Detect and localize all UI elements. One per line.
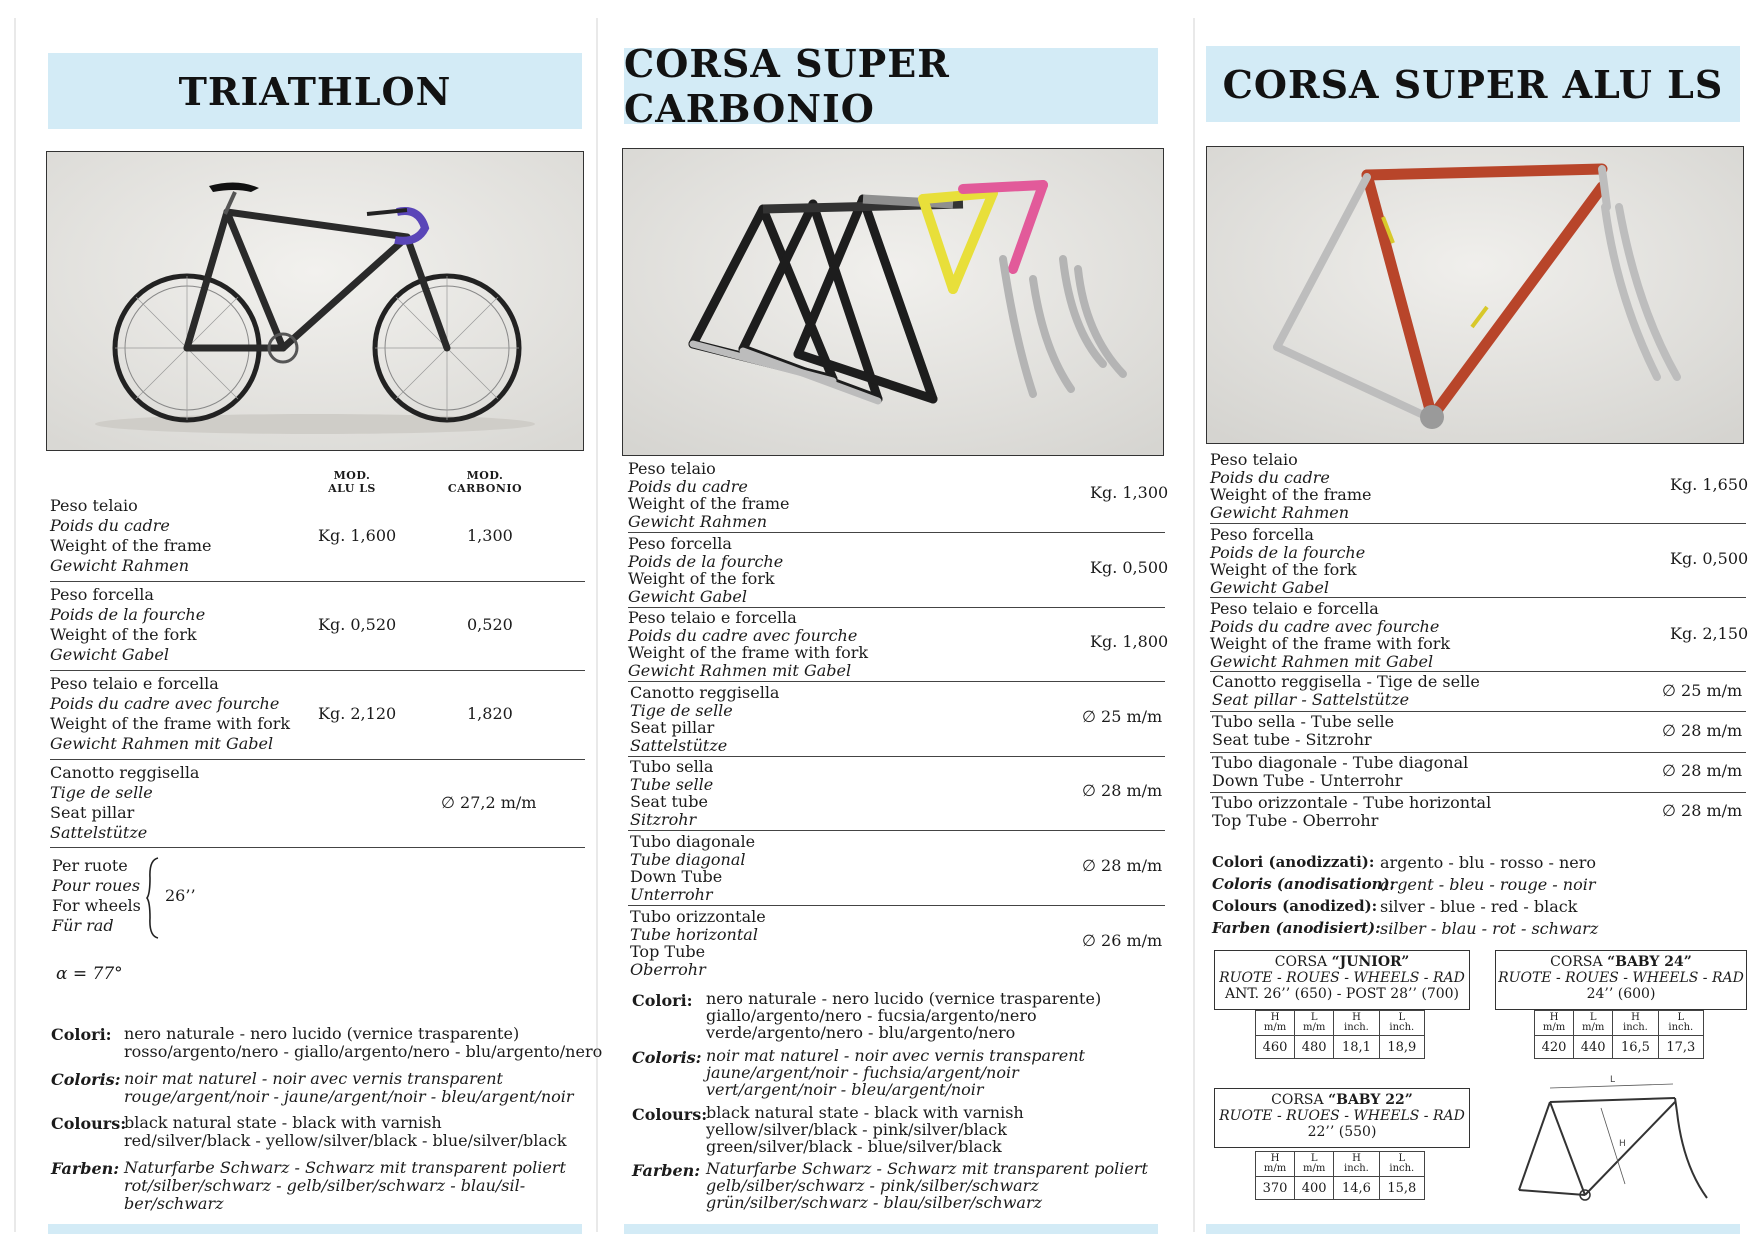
alu-row-seat-pillar: [1212, 673, 1480, 708]
alu-colors-en: silver - blue - red - black: [1380, 897, 1578, 916]
triathlon-colors-en-label: Colours:: [51, 1114, 127, 1133]
row-label-fr: Poids du cadre avec fourche: [50, 694, 280, 713]
col-unit: m/m: [1542, 1022, 1566, 1033]
col-letter: H: [1352, 1153, 1361, 1164]
color-line: giallo/argento/nero - fucsia/argento/nero: [706, 1006, 1037, 1025]
baby24-col-h-mm: [1535, 1011, 1574, 1036]
row-label-en: Weight of the frame with fork: [1210, 634, 1451, 653]
row-label-de: Gewicht Gabel: [1210, 577, 1329, 597]
carbonio-row-seat-pillar: [630, 684, 779, 754]
junior-col-l-mm: [1295, 1011, 1334, 1036]
alu-colors-fr-label: Coloris (anodisation):: [1212, 875, 1396, 893]
row-label-de: Sitzrohr: [630, 809, 697, 829]
baby24-col-l-mm: [1574, 1011, 1613, 1036]
triathlon-header-alu-line1: MOD.: [333, 469, 371, 482]
row-divider: [628, 681, 1165, 682]
junior-ruote: RUOTE - ROUES - WHEELS - RAD: [1219, 970, 1465, 986]
row-divider: [50, 670, 585, 671]
col-letter: H: [1549, 1012, 1559, 1023]
baby22-col-l-mm: [1295, 1152, 1334, 1177]
row-label-de: Gewicht Rahmen mit Gabel: [628, 660, 852, 680]
triathlon-row-seat-pillar: [50, 763, 199, 843]
alu-colors-fr: argent - bleu - rouge - noir: [1380, 875, 1596, 894]
color-line: black natural state - black with varnish: [706, 1103, 1024, 1122]
carbonio-top-tube: ∅ 26 m/m: [1082, 931, 1163, 950]
alu-row-frame-fork-weight: [1210, 600, 1450, 670]
frame-geometry-diagram: [1515, 1070, 1745, 1210]
color-line: red/silver/black - yellow/silver/black - blue/silver/black: [124, 1131, 567, 1150]
row-label-fr: Poids du cadre avec fourche: [1210, 616, 1440, 636]
alu-seat-tube: ∅ 28 m/m: [1662, 721, 1743, 740]
row-divider: [1210, 523, 1746, 524]
row-label-fr: Tube selle: [630, 774, 714, 794]
wheels-brace: [146, 856, 160, 940]
junior-col-h-mm: [1256, 1011, 1295, 1036]
row-label-it: Tubo sella: [630, 757, 714, 776]
col-unit: m/m: [1303, 1022, 1326, 1033]
bottom-bar: [1206, 1224, 1740, 1234]
baby24-value: 420: [1535, 1036, 1574, 1059]
row-label-it: Canotto reggisella: [50, 763, 200, 782]
wheels-label-it: Per ruote: [52, 856, 128, 875]
triathlon-title: TRIATHLON: [48, 53, 582, 129]
carbonio-down-tube: ∅ 28 m/m: [1082, 856, 1163, 875]
baby24-ruote: RUOTE - ROUES - WHEELS - RAD: [1498, 970, 1744, 986]
col-unit: m/m: [1303, 1163, 1326, 1174]
diagram-height-label: H: [1619, 1139, 1626, 1149]
col-unit: m/m: [1263, 1022, 1287, 1033]
row-label-fr: Poids du cadre avec fourche: [628, 625, 858, 645]
baby24-title-prefix: CORSA: [1550, 954, 1603, 970]
col-unit: inch.: [1389, 1163, 1415, 1174]
carbonio-colors-de-label: Farben:: [632, 1161, 701, 1180]
triathlon-seat-pillar-value: ∅ 27,2 m/m: [441, 793, 537, 812]
color-line: ber/schwarz: [124, 1194, 224, 1213]
row-label-it: Peso telaio: [628, 459, 716, 478]
col-letter: L: [1589, 1012, 1597, 1023]
junior-col-l-inch: [1379, 1011, 1424, 1036]
carbonio-frame-fork-weight: Kg. 1,800: [1090, 632, 1169, 651]
row-label-it: Tubo orizzontale - Tube horizontal: [1212, 793, 1492, 812]
triathlon-header-alu: [322, 469, 382, 495]
triathlon-row-frame-fork-weight: [50, 674, 290, 754]
row-label-fr: Poids du cadre: [50, 516, 170, 535]
row-label-it: Tubo diagonale - Tube diagonal: [1212, 753, 1469, 772]
col-unit: inch.: [1668, 1022, 1694, 1033]
row-label-fr: Tige de selle: [50, 783, 153, 802]
bottom-bar: [624, 1224, 1158, 1234]
row-label-fr: Seat pillar - Sattelstütze: [1212, 689, 1410, 709]
carbonio-seat-tube: ∅ 28 m/m: [1082, 781, 1163, 800]
row-label-de: Gewicht Rahmen mit Gabel: [1210, 651, 1434, 671]
row-label-en: Seat pillar: [50, 803, 135, 822]
row-label-en: Top Tube - Oberrohr: [1212, 810, 1379, 830]
row-label-en: Weight of the frame: [628, 494, 790, 513]
triathlon-wheels: [52, 856, 141, 936]
color-line: rot/silber/schwarz - gelb/silber/schwarz - blau/sil-: [124, 1176, 526, 1195]
row-label-en: Weight of the fork: [1210, 560, 1357, 579]
row-divider: [628, 532, 1165, 533]
row-label-en: Weight of the frame with fork: [628, 643, 869, 662]
triathlon-row-fork-weight: [50, 585, 205, 665]
row-label-en: Weight of the frame: [50, 536, 212, 555]
row-label-it: Peso telaio e forcella: [50, 674, 219, 693]
carbonio-colors-fr-label: Coloris:: [632, 1048, 702, 1067]
row-label-en: Down Tube: [630, 867, 723, 886]
row-label-en: Weight of the fork: [50, 625, 197, 644]
color-line: noir mat naturel - noir avec vernis transparent: [706, 1046, 1085, 1065]
junior-title-prefix: CORSA: [1274, 954, 1328, 970]
col-letter: L: [1398, 1153, 1406, 1164]
row-label-it: Peso telaio e forcella: [1210, 599, 1379, 618]
baby24-box: [1495, 950, 1747, 1010]
row-label-en: Weight of the fork: [628, 569, 775, 588]
alu-frame-weight: Kg. 1,650: [1670, 475, 1749, 494]
row-label-de: Gewicht Rahmen: [628, 511, 768, 531]
baby22-value: 370: [1256, 1177, 1295, 1200]
color-line: rouge/argent/noir - jaune/argent/noir - bleu/argent/noir: [124, 1087, 574, 1106]
row-label-fr: Poids de la fourche: [1210, 542, 1366, 562]
baby24-size-table: [1534, 1010, 1704, 1059]
row-label-fr: Poids de la fourche: [50, 605, 206, 624]
triathlon-colors-fr-label: Coloris:: [51, 1070, 121, 1089]
row-label-de: Sattelstütze: [50, 823, 148, 842]
triathlon-frame-weight-alu: Kg. 1,600: [318, 526, 397, 545]
baby22-col-l-inch: [1379, 1152, 1424, 1177]
carbonio-colors-fr: [706, 1047, 1085, 1098]
row-label-en: Seat tube: [630, 792, 708, 811]
triathlon-frame-fork-weight-carbonio: 1,820: [467, 704, 513, 723]
baby22-ruote: RUOTE - RUOES - WHEELS - RAD: [1219, 1108, 1465, 1124]
baby22-title-prefix: CORSA: [1271, 1092, 1324, 1108]
row-label-de: Gewicht Rahmen mit Gabel: [50, 734, 274, 753]
row-label-en: Top Tube: [630, 942, 706, 961]
baby22-value: 15,8: [1379, 1177, 1424, 1200]
carbonio-title: CORSA SUPER CARBONIO: [624, 48, 1158, 124]
row-divider: [628, 905, 1165, 906]
alu-row-seat-tube: [1212, 713, 1394, 748]
carbonio-colors-it-label: Colori:: [632, 991, 693, 1010]
row-label-de: Gewicht Gabel: [50, 645, 169, 664]
baby24-value: 16,5: [1613, 1036, 1658, 1059]
junior-value: 480: [1295, 1036, 1334, 1059]
carbonio-row-frame-fork-weight: [628, 609, 868, 679]
alu-row-top-tube: [1212, 794, 1491, 829]
carbonio-row-top-tube: [630, 908, 766, 978]
triathlon-angle: α = 77°: [56, 964, 123, 984]
baby22-col-h-mm: [1256, 1152, 1295, 1177]
color-line: Naturfarbe Schwarz - Schwarz mit transparent poliert: [124, 1158, 566, 1177]
triathlon-frame-weight-carbonio: 1,300: [467, 526, 513, 545]
row-label-de: Gewicht Gabel: [628, 586, 747, 606]
col-unit: m/m: [1582, 1022, 1605, 1033]
alu-frame-fork-weight: Kg. 2,150: [1670, 624, 1749, 643]
col-letter: H: [1352, 1012, 1361, 1023]
alu-row-down-tube: [1212, 754, 1468, 789]
carbonio-fork-weight: Kg. 0,500: [1090, 558, 1169, 577]
col-letter: L: [1310, 1012, 1318, 1023]
junior-title-name: “JUNIOR”: [1331, 954, 1410, 970]
color-line: noir mat naturel - noir avec vernis transparent: [124, 1069, 503, 1088]
triathlon-bike-photo: [46, 151, 584, 451]
carbonio-seat-pillar: ∅ 25 m/m: [1082, 707, 1163, 726]
row-label-it: Tubo orizzontale: [630, 907, 766, 926]
carbonio-row-fork-weight: [628, 535, 783, 605]
triathlon-header-alu-line2: ALU LS: [328, 482, 376, 495]
alu-fork-weight: Kg. 0,500: [1670, 549, 1749, 568]
alu-top-tube: ∅ 28 m/m: [1662, 801, 1743, 820]
row-label-de: Gewicht Rahmen: [50, 556, 190, 575]
carbonio-frame-photo: [622, 148, 1164, 456]
col-unit: m/m: [1263, 1163, 1287, 1174]
row-divider: [50, 847, 585, 848]
row-label-it: Tubo diagonale: [630, 832, 756, 851]
baby24-value: 17,3: [1658, 1036, 1703, 1059]
row-label-it: Tubo sella - Tube selle: [1212, 712, 1395, 731]
triathlon-header-carbonio-line1: MOD.: [466, 469, 504, 482]
alu-frame-photo: [1206, 146, 1744, 444]
carbonio-colors-en-label: Colours:: [632, 1105, 708, 1124]
alu-colors-it: argento - blu - rosso - nero: [1380, 853, 1597, 872]
triathlon-colors-it: [124, 1025, 602, 1061]
col-unit: inch.: [1344, 1163, 1369, 1174]
color-line: black natural state - black with varnish: [124, 1113, 442, 1132]
carbonio-frame-weight: Kg. 1,300: [1090, 483, 1169, 502]
triathlon-fork-weight-carbonio: 0,520: [467, 615, 513, 634]
col-letter: L: [1310, 1153, 1318, 1164]
color-line: verde/argento/nero - blu/argento/nero: [706, 1023, 1016, 1042]
color-line: jaune/argent/noir - fuchsia/argent/noir: [706, 1063, 1019, 1082]
triathlon-wheels-value: 26’’: [165, 886, 196, 905]
alu-row-frame-weight: [1210, 451, 1371, 521]
triathlon-fork-weight-alu: Kg. 0,520: [318, 615, 397, 634]
row-label-fr: Tige de selle: [630, 700, 733, 720]
baby22-col-h-inch: [1334, 1152, 1379, 1177]
row-label-fr: Poids de la fourche: [628, 551, 784, 571]
row-label-fr: Tube diagonal: [630, 849, 746, 869]
alu-colors-de: silber - blau - rot - schwarz: [1380, 919, 1599, 938]
alu-colors-it-label: Colori (anodizzati):: [1212, 853, 1375, 871]
color-line: nero naturale - nero lucido (vernice trasparente): [706, 989, 1102, 1008]
wheels-label-en: For wheels: [52, 896, 141, 915]
junior-size-table: [1255, 1010, 1425, 1059]
bottom-bar: [48, 1224, 582, 1234]
alu-colors-en-label: Colours (anodized):: [1212, 897, 1378, 915]
row-label-de: Unterrohr: [630, 884, 713, 904]
baby22-size-table: [1255, 1151, 1425, 1200]
alu-title: CORSA SUPER ALU LS: [1206, 46, 1740, 122]
alu-colors-de-label: Farben (anodisiert):: [1212, 919, 1381, 937]
alu-row-fork-weight: [1210, 526, 1365, 596]
row-divider: [50, 759, 585, 760]
triathlon-colors-de: [124, 1159, 566, 1213]
baby22-box: [1214, 1088, 1470, 1148]
carbonio-row-seat-tube: [630, 758, 713, 828]
row-label-it: Peso forcella: [50, 585, 154, 604]
baby22-value: 400: [1295, 1177, 1334, 1200]
junior-value: 18,1: [1334, 1036, 1379, 1059]
junior-box: [1214, 950, 1470, 1010]
row-label-en: Seat pillar: [630, 718, 715, 737]
row-label-fr: Poids du cadre: [1210, 467, 1330, 487]
row-label-it: Peso telaio e forcella: [628, 608, 797, 627]
triathlon-header-carbonio-line2: CARBONIO: [447, 482, 523, 495]
triathlon-colors-en: [124, 1114, 567, 1150]
col-letter: H: [1631, 1012, 1640, 1023]
junior-value: 460: [1256, 1036, 1295, 1059]
row-label-en: Seat tube - Sitzrohr: [1212, 729, 1372, 749]
wheels-label-fr: Pour roues: [52, 876, 141, 895]
triathlon-frame-fork-weight-alu: Kg. 2,120: [318, 704, 397, 723]
row-divider: [1210, 597, 1746, 598]
row-label-de: Gewicht Rahmen: [1210, 502, 1350, 522]
col-letter: H: [1270, 1012, 1280, 1023]
triathlon-row-frame-weight: [50, 496, 211, 576]
baby22-value: 14,6: [1334, 1177, 1379, 1200]
row-label-it: Peso telaio: [1210, 450, 1298, 469]
triathlon-colors-de-label: Farben:: [51, 1159, 120, 1178]
row-label-de: Oberrohr: [630, 959, 706, 979]
junior-col-h-inch: [1334, 1011, 1379, 1036]
row-divider: [50, 581, 585, 582]
row-label-en: Weight of the frame with fork: [50, 714, 291, 733]
row-label-fr: Tube horizontal: [630, 924, 758, 944]
triathlon-colors-it-label: Colori:: [51, 1025, 112, 1044]
alu-seat-pillar: ∅ 25 m/m: [1662, 681, 1743, 700]
col-unit: inch.: [1389, 1022, 1415, 1033]
row-label-it: Peso telaio: [50, 496, 138, 515]
color-line: grün/silber/schwarz - blau/silber/schwarz: [706, 1193, 1043, 1212]
col-letter: H: [1270, 1153, 1280, 1164]
color-line: green/silver/black - blue/silver/black: [706, 1137, 1002, 1156]
baby24-title-name: “BABY 24”: [1607, 954, 1692, 970]
baby24-value: 440: [1574, 1036, 1613, 1059]
row-label-en: Down Tube - Unterrohr: [1212, 770, 1403, 790]
row-label-en: Weight of the frame: [1210, 485, 1372, 504]
triathlon-colors-fr: [124, 1070, 574, 1106]
col-unit: inch.: [1623, 1022, 1648, 1033]
junior-sizes: ANT. 26’’ (650) - POST 28’’ (700): [1224, 986, 1460, 1002]
col-letter: L: [1677, 1012, 1685, 1023]
col-letter: L: [1398, 1012, 1406, 1023]
carbonio-colors-it: [706, 990, 1101, 1041]
carbonio-row-frame-weight: [628, 460, 789, 530]
row-label-it: Peso forcella: [628, 534, 732, 553]
diagram-length-label: L: [1610, 1075, 1616, 1085]
row-label-it: Peso forcella: [1210, 525, 1314, 544]
baby24-col-h-inch: [1613, 1011, 1658, 1036]
col-unit: inch.: [1344, 1022, 1369, 1033]
color-line: gelb/silber/schwarz - pink/silber/schwarz: [706, 1176, 1039, 1195]
row-divider: [628, 830, 1165, 831]
baby22-title-name: “BABY 22”: [1328, 1092, 1413, 1108]
color-line: vert/argent/noir - bleu/argent/noir: [706, 1080, 984, 1099]
junior-value: 18,9: [1379, 1036, 1424, 1059]
baby24-sizes: 24’’ (600): [1586, 986, 1656, 1002]
alu-down-tube: ∅ 28 m/m: [1662, 761, 1743, 780]
carbonio-row-down-tube: [630, 833, 755, 903]
baby24-col-l-inch: [1658, 1011, 1703, 1036]
row-label-it: Canotto reggisella: [630, 683, 780, 702]
row-label-it: Canotto reggisella - Tige de selle: [1212, 672, 1480, 691]
color-line: yellow/silver/black - pink/silver/black: [706, 1120, 1007, 1139]
carbonio-colors-de: [706, 1160, 1148, 1211]
color-line: Naturfarbe Schwarz - Schwarz mit transparent poliert: [706, 1159, 1148, 1178]
color-line: nero naturale - nero lucido (vernice trasparente): [124, 1024, 520, 1043]
color-line: rosso/argento/nero - giallo/argento/nero - blu/argento/nero: [124, 1042, 603, 1061]
carbonio-colors-en: [706, 1104, 1024, 1155]
baby22-sizes: 22’’ (550): [1307, 1124, 1377, 1140]
row-label-de: Sattelstütze: [630, 735, 728, 755]
wheels-label-de: Für rad: [52, 916, 114, 935]
triathlon-header-carbonio: [440, 469, 530, 495]
row-label-fr: Poids du cadre: [628, 476, 748, 496]
